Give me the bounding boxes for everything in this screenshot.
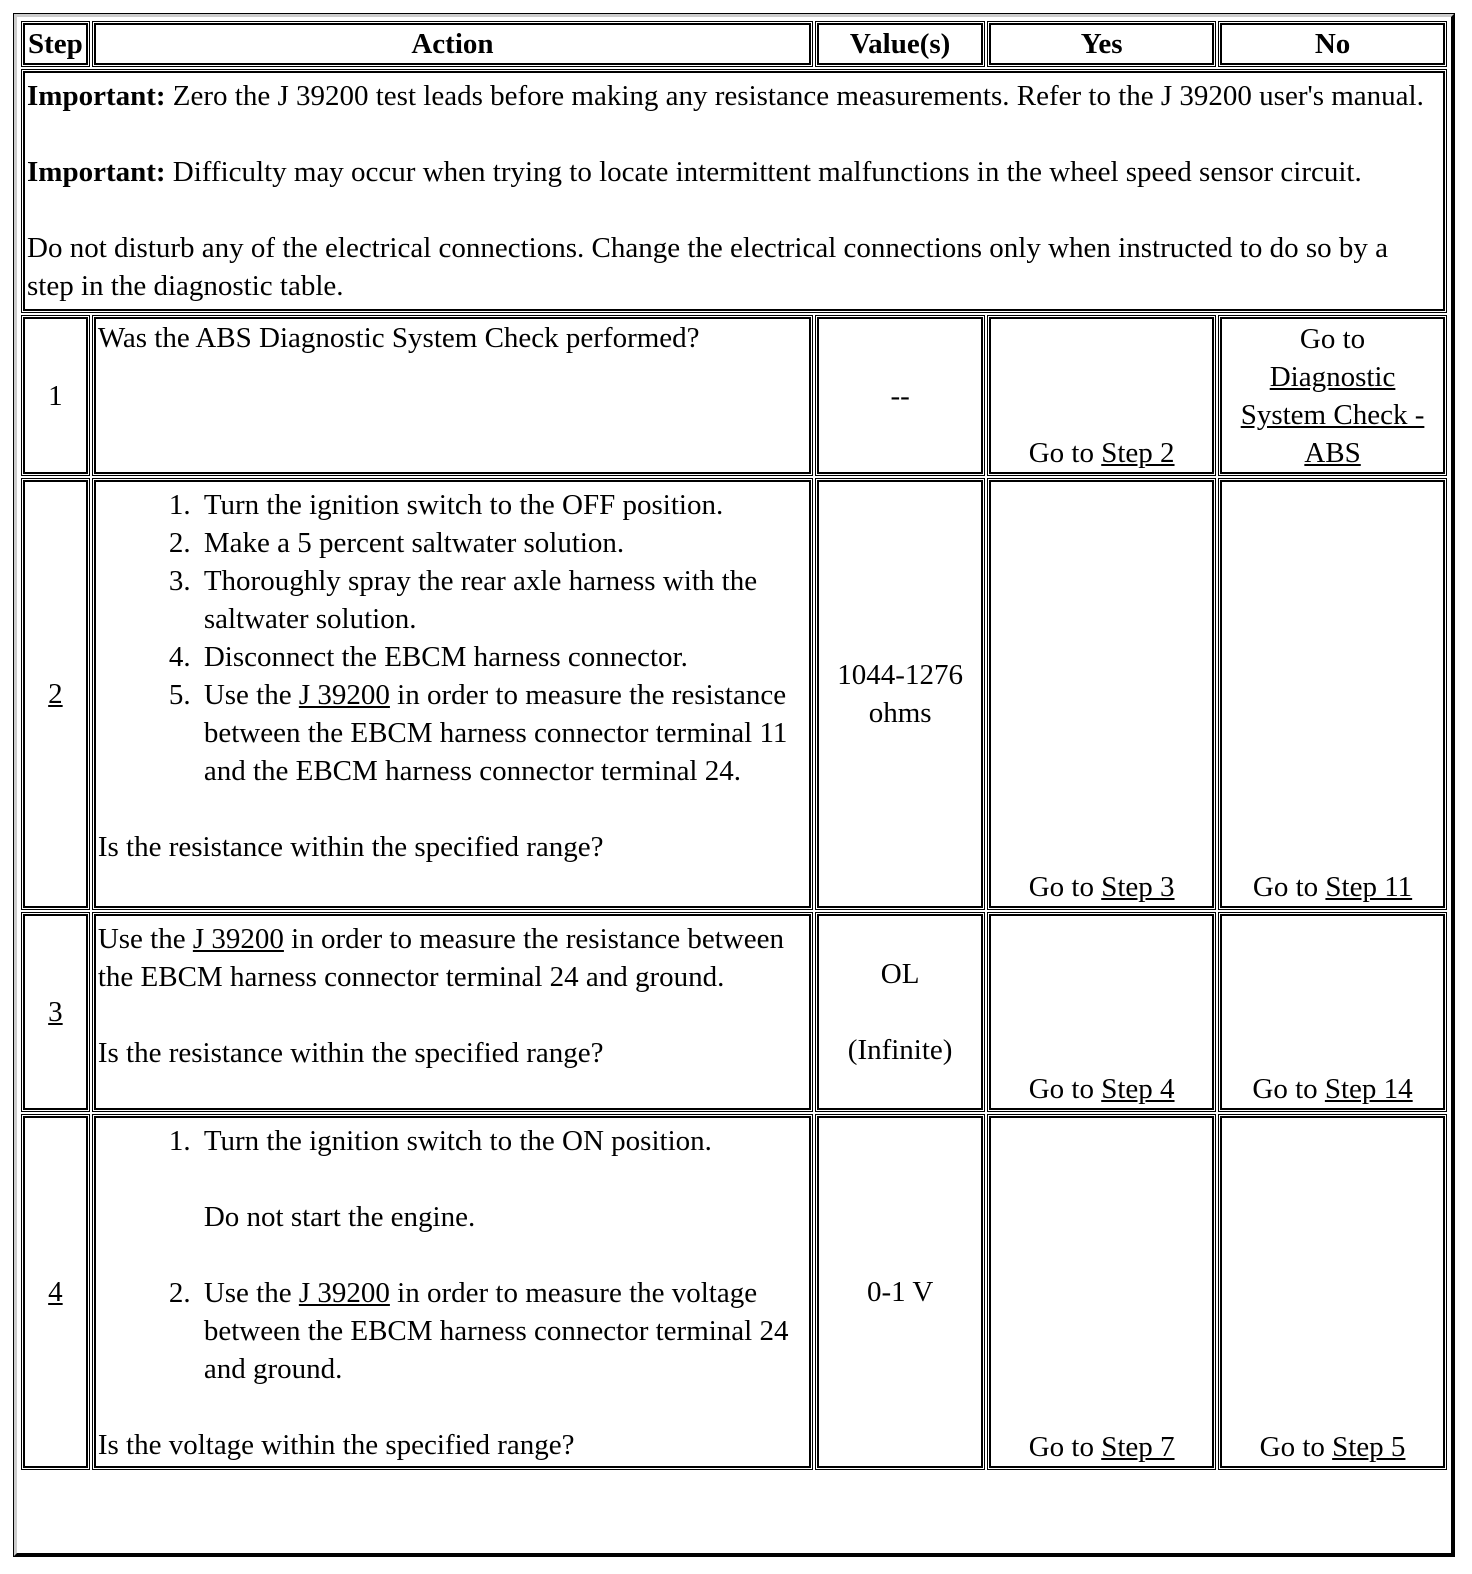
important-label: Important:	[27, 156, 166, 188]
question: Is the resistance within the specified range?	[97, 831, 604, 863]
yes-cell: Go to Step 2	[989, 317, 1214, 474]
value-cell: --	[817, 317, 983, 474]
tool-link[interactable]: J 39200	[192, 923, 284, 955]
yes-link[interactable]: Step 3	[1101, 871, 1175, 903]
important-label: Important:	[27, 80, 166, 112]
no-cell: Go to Diagnostic System Check - ABS	[1220, 317, 1445, 474]
item-note: Do not start the engine.	[203, 1201, 476, 1233]
diagnostic-table-frame	[14, 14, 1454, 1556]
value-cell: OL (Infinite)	[817, 914, 983, 1110]
list-item: 3. Thoroughly spray the rear axle harness with the saltwater solution.	[198, 562, 807, 638]
action-cell	[94, 317, 811, 474]
yes-cell: Go to Step 7	[989, 1116, 1214, 1468]
step-number[interactable]: 4	[23, 1116, 88, 1468]
diagnostic-table	[17, 17, 1451, 1474]
table-row	[23, 1116, 1445, 1468]
tool-link[interactable]: J 39200	[298, 679, 390, 711]
notes-cell	[23, 71, 1445, 311]
list-item: 2. Use the J 39200 in order to measure the voltage between the EBCM harness connector terminal 24 and ground.	[198, 1274, 807, 1388]
list-item: 4. Disconnect the EBCM harness connector.	[198, 638, 807, 676]
no-link[interactable]: Diagnostic System Check - ABS	[1240, 361, 1425, 469]
note-1-text: Zero the J 39200 test leads before making any resistance measurements. Refer to the J 39200 user's manual.	[165, 80, 1424, 112]
no-link[interactable]: Step 5	[1332, 1431, 1406, 1463]
table-row	[23, 317, 1445, 474]
yes-cell: Go to Step 3	[989, 480, 1214, 908]
header-values: Value(s)	[817, 23, 983, 65]
header-row	[23, 23, 1445, 65]
list-item: 1. Turn the ignition switch to the ON position. Do not start the engine.	[198, 1122, 807, 1274]
question: Is the voltage within the specified range?	[97, 1429, 575, 1461]
action-text: Use the J 39200 in order to measure the resistance between the EBCM harness connector terminal 24 and ground.	[97, 923, 784, 993]
header-action: Action	[94, 23, 811, 65]
no-link[interactable]: Step 11	[1325, 871, 1413, 903]
yes-cell: Go to Step 4	[989, 914, 1214, 1110]
header-step: Step	[23, 23, 88, 65]
step-number[interactable]: 3	[23, 914, 88, 1110]
note-3: Do not disturb any of the electrical connections. Change the electrical connections only when instructed to do so by a step in the diagnostic table.	[27, 232, 1388, 302]
note-2-text: Difficulty may occur when trying to locate intermittent malfunctions in the wheel speed sensor circuit.	[165, 156, 1362, 188]
step-number[interactable]: 2	[23, 480, 88, 908]
header-no: No	[1220, 23, 1445, 65]
step-number: 1	[23, 317, 88, 474]
step-list	[98, 1122, 807, 1388]
question: Was the ABS Diagnostic System Check performed?	[97, 322, 700, 354]
question: Is the resistance within the specified range?	[97, 1037, 604, 1069]
yes-link[interactable]: Step 4	[1101, 1073, 1175, 1105]
value-cell: 1044-1276 ohms	[817, 480, 983, 908]
important-note-2	[27, 153, 1441, 191]
important-note-1	[27, 77, 1441, 115]
yes-link[interactable]: Step 2	[1101, 437, 1175, 469]
no-link[interactable]: Step 14	[1324, 1073, 1413, 1105]
step-list	[98, 486, 807, 790]
list-item: 1. Turn the ignition switch to the OFF position.	[198, 486, 807, 524]
header-yes: Yes	[989, 23, 1214, 65]
action-cell	[94, 1116, 811, 1468]
no-cell: Go to Step 11	[1220, 480, 1445, 908]
list-item: 2. Make a 5 percent saltwater solution.	[198, 524, 807, 562]
no-cell: Go to Step 5	[1220, 1116, 1445, 1468]
list-item: 5. Use the J 39200 in order to measure the resistance between the EBCM harness connector terminal 11 and the EBCM harness connector terminal 24.	[198, 676, 807, 790]
tool-link[interactable]: J 39200	[298, 1277, 390, 1309]
table-row	[23, 914, 1445, 1110]
notes-row	[23, 71, 1445, 311]
value-cell: 0-1 V	[817, 1116, 983, 1468]
action-cell	[94, 914, 811, 1110]
yes-link[interactable]: Step 7	[1101, 1431, 1175, 1463]
no-cell: Go to Step 14	[1220, 914, 1445, 1110]
action-cell	[94, 480, 811, 908]
table-row	[23, 480, 1445, 908]
